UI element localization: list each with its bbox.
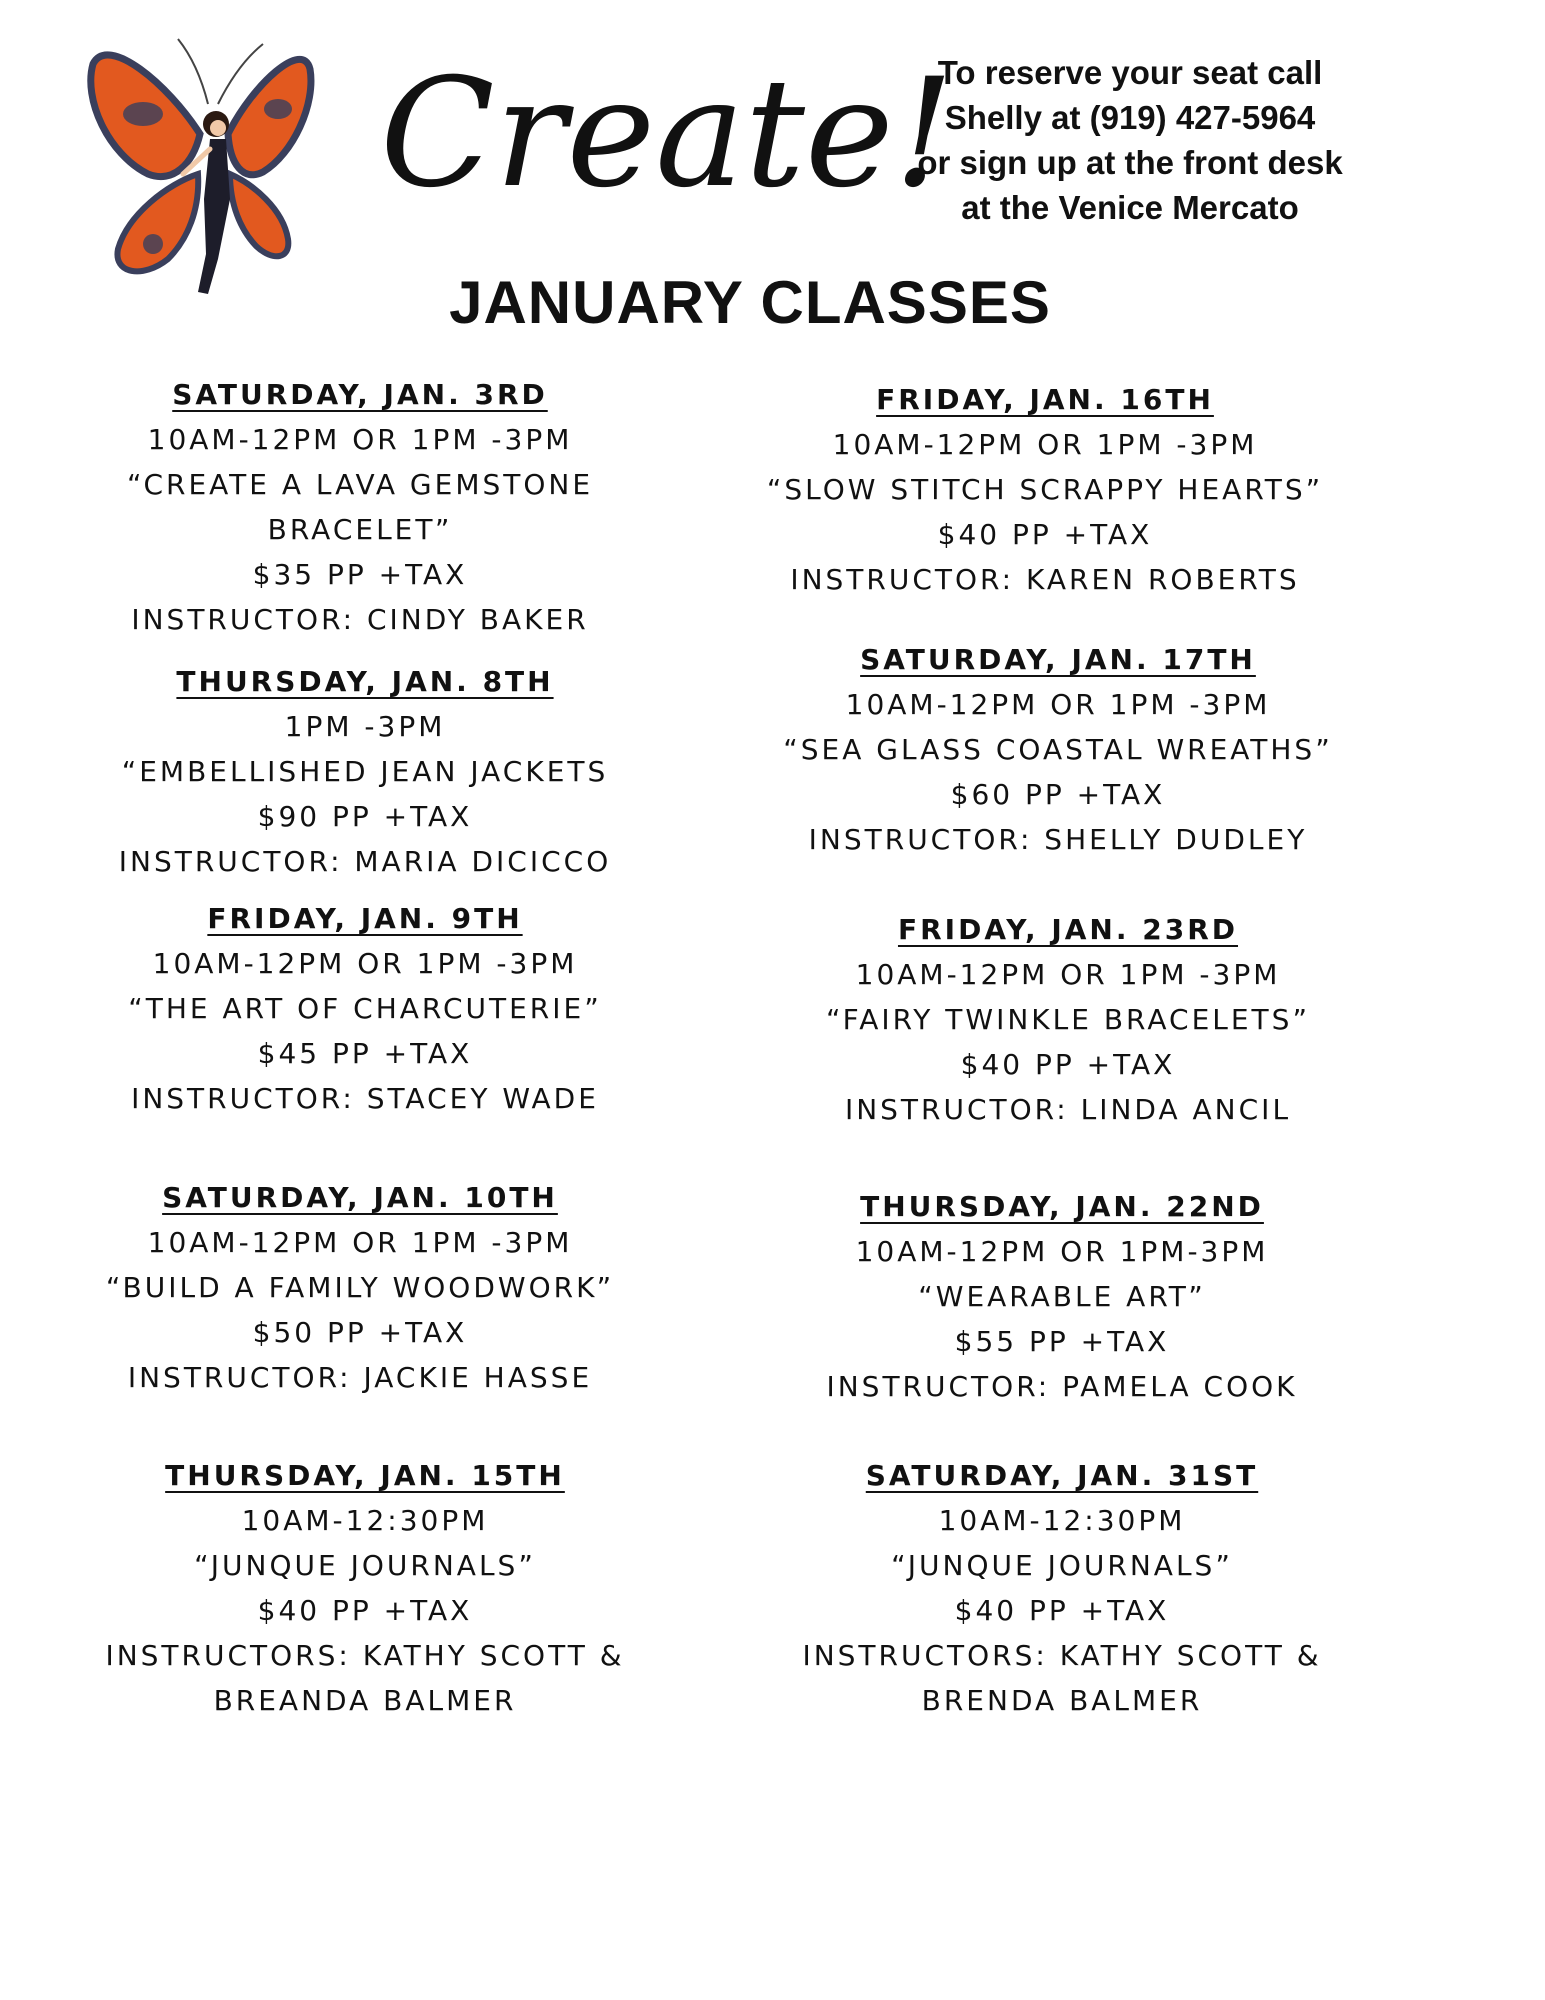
class-price: $40 PP +TAX [960,1048,1176,1081]
reserve-line: at the Venice Mercato [961,189,1299,226]
class-title: “CREATE A LAVA GEMSTONE [126,468,594,501]
class-title: “FAIRY TWINKLE BRACELETS” [826,1003,1310,1036]
class-listing [25,659,705,884]
class-time: 10AM-12PM OR 1PM -3PM [152,947,578,980]
class-listing [722,1184,1402,1409]
class-price: $45 PP +TAX [257,1037,473,1070]
class-title: BRACELET” [267,513,453,546]
class-price: $40 PP +TAX [954,1594,1170,1627]
class-date: THURSDAY, JAN. 15TH [165,1459,565,1492]
class-price: $40 PP +TAX [257,1594,473,1627]
class-time: 10AM-12PM OR 1PM -3PM [855,958,1281,991]
class-date: THURSDAY, JAN. 8TH [176,665,554,698]
class-instructor: INSTRUCTOR: SHELLY DUDLEY [808,823,1308,856]
class-instructor: INSTRUCTOR: KAREN ROBERTS [790,563,1300,596]
class-listing [728,907,1408,1132]
class-title: “WEARABLE ART” [918,1280,1206,1313]
class-instructor: INSTRUCTOR: JACKIE HASSE [127,1361,593,1394]
class-date: SATURDAY, JAN. 17TH [860,643,1256,676]
create-script-logo [380,10,954,260]
class-instructor: INSTRUCTORS: KATHY SCOTT & [802,1639,1322,1672]
class-price: $90 PP +TAX [257,800,473,833]
class-instructor: INSTRUCTOR: STACEY WADE [131,1082,599,1115]
class-listing [20,372,700,642]
class-title: “THE ART OF CHARCUTERIE” [128,992,602,1025]
class-date: SATURDAY, JAN. 3RD [172,378,548,411]
class-date: THURSDAY, JAN. 22ND [860,1190,1264,1223]
class-title: “BUILD A FAMILY WOODWORK” [105,1271,615,1304]
class-date: SATURDAY, JAN. 31ST [865,1459,1259,1492]
class-price: $50 PP +TAX [252,1316,468,1349]
class-instructor: INSTRUCTOR: MARIA DICICCO [118,845,612,878]
class-listing [718,637,1398,862]
class-price: $35 PP +TAX [252,558,468,591]
class-instructor: INSTRUCTOR: LINDA ANCIL [844,1093,1292,1126]
class-instructor: BREANDA BALMER [213,1684,517,1717]
class-instructor: INSTRUCTOR: CINDY BAKER [131,603,589,636]
reserve-line: Shelly at (919) 427-5964 [944,99,1316,136]
class-time: 10AM-12PM OR 1PM -3PM [845,688,1271,721]
class-price: $55 PP +TAX [954,1325,1170,1358]
class-time: 10AM-12PM OR 1PM -3PM [147,423,573,456]
class-title: “SLOW STITCH SCRAPPY HEARTS” [766,473,1324,506]
class-price: $40 PP +TAX [937,518,1153,551]
class-instructor: INSTRUCTOR: PAMELA COOK [826,1370,1298,1403]
class-time: 10AM-12PM OR 1PM -3PM [832,428,1258,461]
butterfly-fairy-illustration [88,24,313,299]
reserve-line: or sign up at the front desk [917,144,1343,181]
class-title: “EMBELLISHED JEAN JACKETS [121,755,609,788]
class-listing [25,1453,705,1723]
class-listing [20,1175,700,1400]
create-script-text: Create! [380,47,954,221]
class-price: $60 PP +TAX [950,778,1166,811]
reserve-line: To reserve your seat call [937,54,1323,91]
class-date: FRIDAY, JAN. 16TH [876,383,1214,416]
class-date: FRIDAY, JAN. 23RD [897,913,1239,946]
class-instructor: INSTRUCTORS: KATHY SCOTT & [105,1639,625,1672]
class-listing [25,896,705,1121]
class-listing [722,1453,1402,1723]
class-instructor: BRENDA BALMER [921,1684,1203,1717]
class-time: 10AM-12:30PM [938,1504,1186,1537]
page-title: JANUARY CLASSES [449,269,1051,336]
class-time: 10AM-12PM OR 1PM -3PM [147,1226,573,1259]
class-time: 10AM-12:30PM [241,1504,489,1537]
class-date: SATURDAY, JAN. 10TH [162,1181,558,1214]
class-title: “JUNQUE JOURNALS” [194,1549,536,1582]
class-title: “JUNQUE JOURNALS” [891,1549,1233,1582]
class-listing [705,377,1385,602]
reservation-info [880,50,1380,230]
class-title: “SEA GLASS COASTAL WREATHS” [783,733,1333,766]
class-date: FRIDAY, JAN. 9TH [207,902,523,935]
class-time: 1PM -3PM [284,710,446,743]
class-time: 10AM-12PM OR 1PM-3PM [855,1235,1269,1268]
